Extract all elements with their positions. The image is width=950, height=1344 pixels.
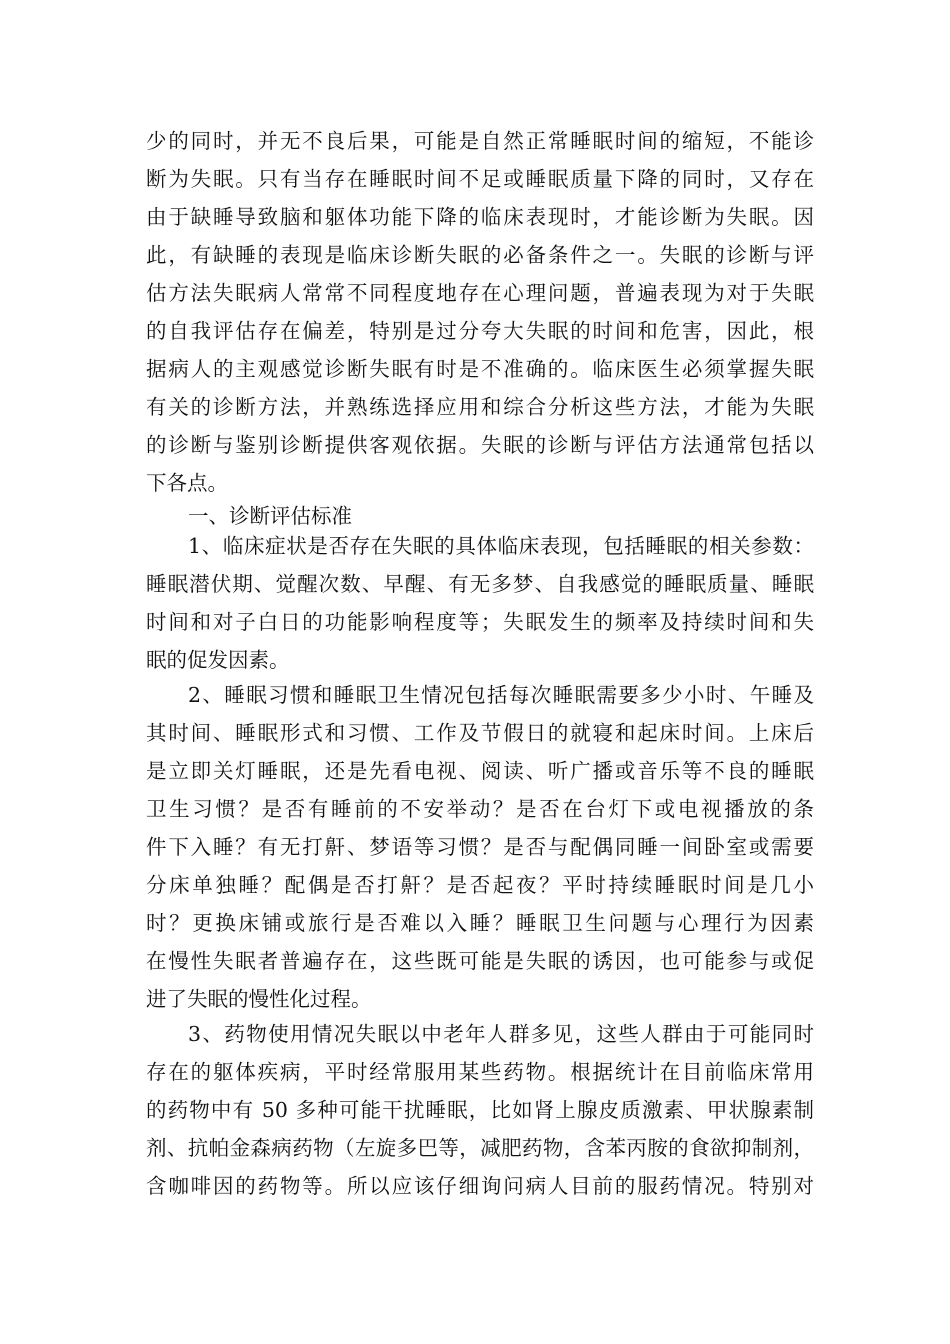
text-line: 时？更换床铺或旅行是否难以入睡？睡眠卫生问题与心理行为因素 xyxy=(146,911,814,935)
text-line: 时间和对子白日的功能影响程度等；失眠发生的频率及持续时间和失 xyxy=(146,610,814,634)
text-line: 的药物中有 50 多种可能干扰睡眠，比如肾上腺皮质激素、甲状腺素制 xyxy=(146,1098,814,1122)
paragraph-medication xyxy=(146,1015,814,1205)
text-line: 分床单独睡？配偶是否打鼾？是否起夜？平时持续睡眠时间是几小 xyxy=(146,873,814,897)
text-line: 1、临床症状是否存在失眠的具体临床表现，包括睡眠的相关参数： xyxy=(188,534,814,558)
paragraph-intro xyxy=(146,122,814,502)
text-line: 有关的诊断方法，并熟练选择应用和综合分析这些方法，才能为失眠 xyxy=(146,395,814,419)
text-line: 3、药物使用情况失眠以中老年人群多见，这些人群由于可能同时 xyxy=(188,1022,814,1046)
text-line: 含咖啡因的药物等。所以应该仔细询问病人目前的服药情况。特别对 xyxy=(146,1174,814,1198)
text-line: 卫生习惯？是否有睡前的不安举动？是否在台灯下或电视播放的条 xyxy=(146,797,814,821)
text-line: 睡眠潜伏期、觉醒次数、早醒、有无多梦、自我感觉的睡眠质量、睡眠 xyxy=(146,572,814,596)
text-line: 剂、抗帕金森病药物（左旋多巴等，减肥药物，含苯丙胺的食欲抑制剂， xyxy=(146,1136,814,1160)
text-line: 2、睡眠习惯和睡眠卫生情况包括每次睡眠需要多少小时、午睡及 xyxy=(188,683,814,707)
text-line: 的自我评估存在偏差，特别是过分夸大失眠的时间和危害，因此，根 xyxy=(146,319,814,343)
text-line: 眠的促发因素。 xyxy=(146,648,290,672)
text-line: 的诊断与鉴别诊断提供客观依据。失眠的诊断与评估方法通常包括以 xyxy=(146,433,814,457)
text-line: 其时间、睡眠形式和习惯、工作及节假日的就寝和起床时间。上床后 xyxy=(146,721,814,745)
text-line: 存在的躯体疾病，平时经常服用某些药物。根据统计在目前临床常用 xyxy=(146,1060,814,1084)
paragraph-sleep-habits xyxy=(146,676,814,1018)
text-line: 在慢性失眠者普遍存在，这些既可能是失眠的诱因，也可能参与或促 xyxy=(146,949,814,973)
text-line: 下各点。 xyxy=(146,471,228,495)
text-line: 少的同时，并无不良后果，可能是自然正常睡眠时间的缩短，不能诊 xyxy=(146,129,814,153)
text-line: 断为失眠。只有当存在睡眠时间不足或睡眠质量下降的同时，又存在 xyxy=(146,167,814,191)
text-line: 据病人的主观感觉诊断失眠有时是不准确的。临床医生必须掌握失眠 xyxy=(146,357,814,381)
text-line: 是立即关灯睡眠，还是先看电视、阅读、听广播或音乐等不良的睡眠 xyxy=(146,759,814,783)
text-line: 此，有缺睡的表现是临床诊断失眠的必备条件之一。失眠的诊断与评 xyxy=(146,243,814,267)
text-line: 估方法失眠病人常常不同程度地存在心理问题，普遍表现为对于失眠 xyxy=(146,281,814,305)
text-line: 进了失眠的慢性化过程。 xyxy=(146,987,372,1011)
text-line: 件下入睡？有无打鼾、梦语等习惯？是否与配偶同睡一间卧室或需要 xyxy=(146,835,814,859)
section-heading: 一、诊断评估标准 xyxy=(188,504,352,528)
paragraph-clinical-symptoms xyxy=(146,527,814,679)
text-line: 由于缺睡导致脑和躯体功能下降的临床表现时，才能诊断为失眠。因 xyxy=(146,205,814,229)
